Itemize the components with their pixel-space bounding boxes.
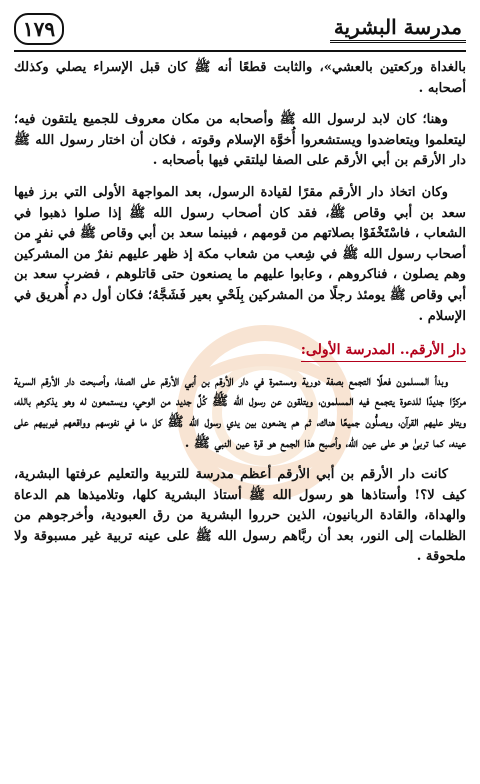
page-body	[14, 58, 466, 579]
paragraph: وكان اتخاذ دار الأرقم مقرًا لقيادة الرسول، بعد المواجهة الأولى التي برز فيها سعد بن أبي وقاص ﷺ، فقد كان أصحاب رسول الله ﷺ إذا صلوا ذهبوا في الشعاب ، فاسْتَخْفَوْا بصلاتهم من قومهم ، فبينما سعد بن أبي وقاص ﷺ في نفرٍ من أصحاب رسول الله ﷺ في شِعب من شعاب مكة إذ ظهر عليهم نفرٌ من المشركين وهم يصلون ، فناكروهم ، وعابوا عليهم ما يصنعون حتى قاتلوهم ، فضرب سعد بن أبي وقاص ﷺ يومئذ رجلًا من المشركين بِلَحْيِ بعير فَشَجَّهُ؛ فكان أول دم أُهريق في الإسلام .	[14, 184, 466, 324]
paragraph: وبدأ المسلمون فعلًا التجمع بصفة دورية ومستمرة في دار الأرقم بن أبي الأرقم على الصفا، وأصبحت دار الأرقم السرية مركزًا جديدًا للدعوة يتجمع فيه المسلمون، ويتلقون عن رسول الله ﷺ كُلَّ جديد من الوحي، ويستمعون له وهو يذكرهم بالله، ويتلو عليهم القرآن، ويصلُّون جميعًا هناك، ثم هم يضعون بين يدي رسول الله ﷺ كل ما في نفوسهم وواقعهم فيربيهم على عينه، كما تربىٰ هو على عين الله، وأصبح هذا الجمع هو قرة عين النبي ﷺ .	[14, 373, 466, 451]
page-header	[14, 12, 466, 46]
page-number: ١٧٩	[14, 13, 64, 45]
paragraph: وهنا؛ كان لابد لرسول الله ﷺ وأصحابه من مكان معروف للجميع يلتقون فيه؛ ليتعلموا ويتعاضدوا ويستشعروا أُخوَّة الإسلام وقوته ، فكان أن اختار رسول الله ﷺ دار الأرقم بن أبي الأرقم على الصفا ليلتقي فيها بأصحابه .	[14, 112, 466, 169]
header-divider	[14, 50, 466, 52]
section-heading: دار الأرقم.. المدرسة الأولى:	[301, 340, 466, 362]
paragraph: كانت دار الأرقم بن أبي الأرقم أعظم مدرسة للتربية والتعليم عرفتها البشرية، كيف لا؟! وأستاذها هو رسول الله ﷺ أستاذ البشرية كلها، وتلاميذها هم الدعاة والهداة، والقادة الربانيون، الذين حرروا البشرية من رق العبودية، وأخرجوهم من الظلمات إلى النور، بعد أن ربَّاهم رسول الله ﷺ على عينه تربية غير مسبوقة ولا ملحوقة .	[14, 467, 466, 565]
section-heading-wrap	[14, 338, 466, 372]
running-title: مدرسة البشرية	[330, 15, 466, 43]
paragraph: بالغداة وركعتين بالعشي»، والثابت قطعًا أنه ﷺ كان قبل الإسراء يصلي وكذلك أصحابه .	[14, 60, 466, 96]
